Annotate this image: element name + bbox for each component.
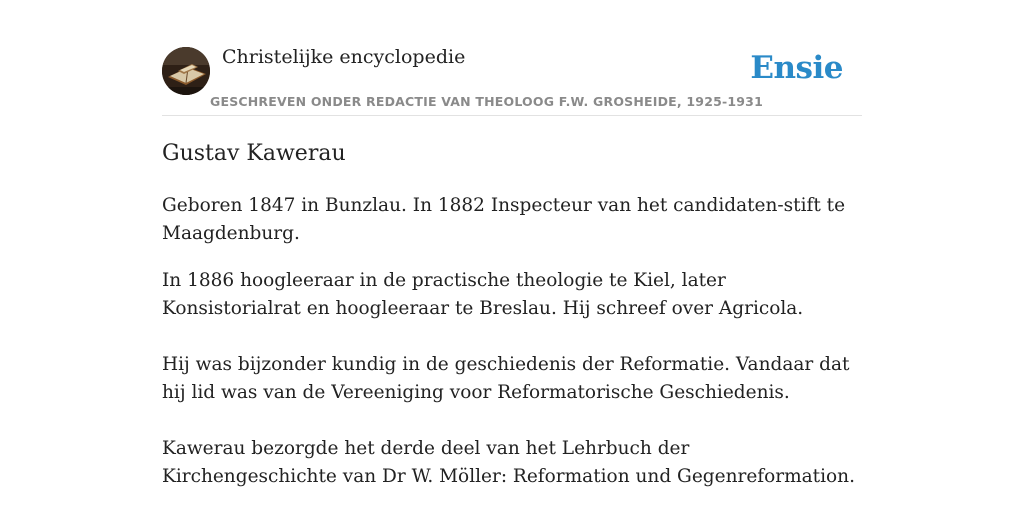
article	[162, 138, 862, 491]
site-title[interactable]: Christelijke encyclopedie	[222, 46, 466, 68]
article-paragraph-2: In 1886 hoogleeraar in de practische theologie te Kiel, later Konsistorialrat en hoogleeraar te Breslau. Hij schreef over Agricola.	[162, 270, 804, 319]
article-paragraph-1: Geboren 1847 in Bunzlau. In 1882 Inspecteur van het candidaten-stift te Maagdenburg.	[162, 195, 846, 244]
book-image-icon	[162, 47, 210, 95]
article-paragraph-4: Kawerau bezorgde het derde deel van het Lehrbuch der Kirchengeschichte van Dr W. Möller: Reformation und Gegenreformation.	[162, 438, 855, 487]
article-paragraph-3: Hij was bijzonder kundig in de geschiedenis der Reformatie. Vandaar dat hij lid was van de Vereeniging voor Reformatorische Geschiedenis.	[162, 354, 850, 403]
site-tagline: GESCHREVEN ONDER REDACTIE VAN THEOLOOG F.W. GROSHEIDE, 1925-1931	[210, 94, 763, 109]
book-photo-avatar[interactable]	[162, 47, 210, 95]
ensie-logo[interactable]: Ensie	[750, 50, 843, 86]
site-header	[162, 44, 862, 116]
article-title: Gustav Kawerau	[162, 141, 346, 166]
